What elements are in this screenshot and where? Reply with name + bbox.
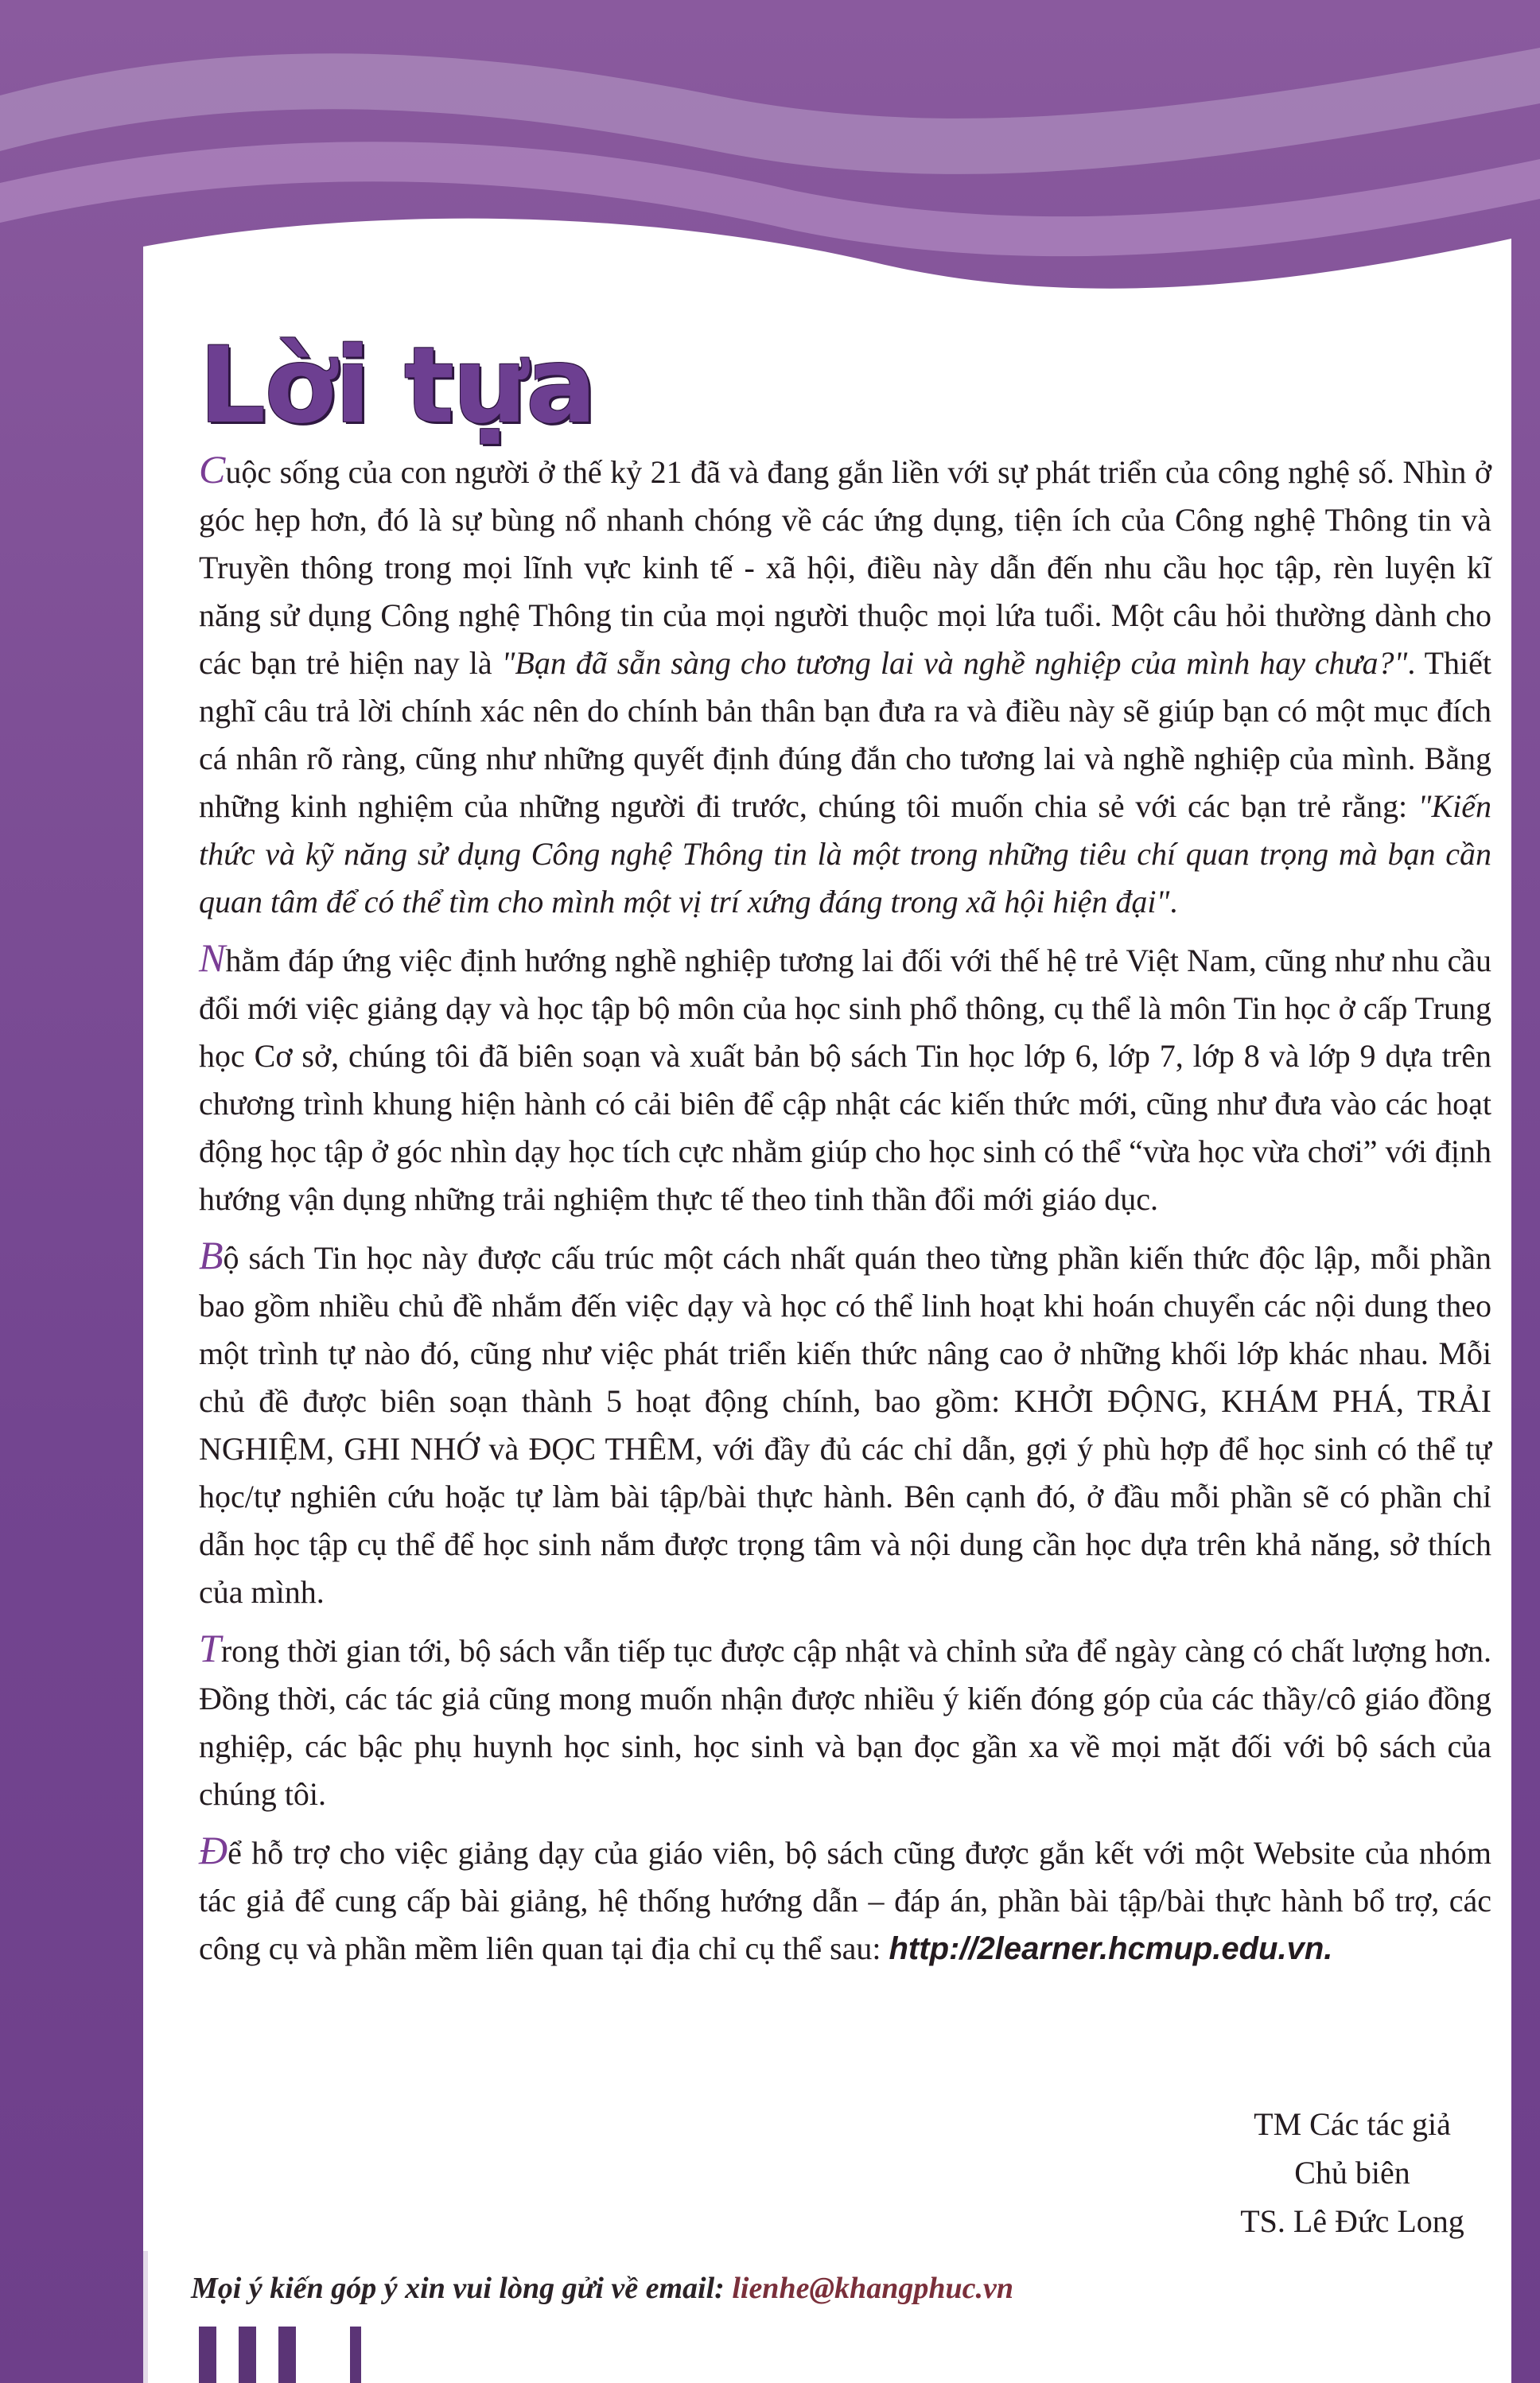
footer-text: Mọi ý kiến góp ý xin vui lòng gửi về email:: [191, 2272, 733, 2305]
paragraph-1: [199, 445, 1491, 926]
website-link[interactable]: http://2learner.hcmup.edu.vn.: [889, 1931, 1333, 1966]
page-title: Lời tựa: [199, 325, 596, 447]
footer-note: [191, 2271, 1145, 2306]
paragraph-3: [199, 1231, 1491, 1616]
paragraph-text: uộc sống của con người ở thế kỷ 21 đã và đang gắn liền với sự phát triển của công nghệ số. Nhìn ở góc hẹp hơn, đó là sự bùng nổ nhanh chóng về các ứng dụng, tiện ích của Công nghệ Thông tin và Truyền thông trong mọi lĩnh vực kinh tế - xã hội, điều này dẫn đến nhu cầu học tập, rèn luyện kĩ năng sử dụng Công nghệ Thông tin của mọi người thuộc mọi lứa tuổi. Một câu hỏi thường dành cho các bạn trẻ hiện nay là: [199, 454, 1491, 681]
footer-email[interactable]: lienhe@khangphuc.vn: [732, 2272, 1013, 2305]
dropcap: N: [199, 935, 226, 980]
preface-body: [199, 445, 1491, 1981]
paragraph-text: ộ sách Tin học này được cấu trúc một cách nhất quán theo từng phần kiến thức độc lập, mỗi phần bao gồm nhiều chủ đề nhắm đến việc dạy và học có thể linh hoạt khi hoán chuyển các nội dung theo một trình tự nào đó, cũng như việc phát triển kiến thức nâng cao ở những khối lớp khác nhau. Mỗi chủ đề được biên soạn thành 5 hoạt động chính, bao gồm: KHỞI ĐỘNG, KHÁM PHÁ, TRẢI NGHIỆM, GHI NHỚ và ĐỌC THÊM, với đầy đủ các chỉ dẫn, gợi ý phù hợp để học sinh có thể tự học/tự nghiên cứu hoặc tự làm bài tập/bài thực hành. Bên cạnh đó, ở đầu mỗi phần sẽ có phần chỉ dẫn học tập cụ thể để học sinh nắm được trọng tâm và nội dung cần học dựa trên khả năng, sở thích của mình.: [199, 1240, 1491, 1610]
paragraph-5: [199, 1826, 1491, 1973]
paragraph-text: .: [1169, 884, 1178, 919]
paragraph-text: . Thiết nghĩ câu trả lời chính xác nên do chính bản thân bạn đưa ra và điều này sẽ giúp bạn có một mục đích cá nhân rõ ràng, cũng như những quyết định đúng đắn cho tương lai và nghề nghiệp của mình. Bằng những kinh nghiệm của những người đi trước, chúng tôi muốn chia sẻ với các bạn trẻ rằng:: [199, 645, 1491, 824]
paragraph-text: rong thời gian tới, bộ sách vẫn tiếp tục được cập nhật và chỉnh sửa để ngày càng có chất lượng hơn. Đồng thời, các tác giả cũng mong muốn nhận được nhiều ý kiến đóng góp của các thầy/cô giáo đồng nghiệp, các bậc phụ huynh học sinh, học sinh và bạn đọc gần xa về mọi mặt đối với bộ sách của chúng tôi.: [199, 1633, 1491, 1812]
signature-block: [1193, 2100, 1511, 2245]
paragraph-text: hằm đáp ứng việc định hướng nghề nghiệp tương lai đối với thế hệ trẻ Việt Nam, cũng như nhu cầu đổi mới việc giảng dạy và học tập bộ môn của học sinh phổ thông, cụ thể là môn Tin học ở cấp Trung học Cơ sở, chúng tôi đã biên soạn và xuất bản bộ sách Tin học lớp 6, lớp 7, lớp 8 và lớp 9 dựa trên chương trình khung hiện hành có cải biên để cập nhật các kiến thức mới, cũng như đưa vào các hoạt động học tập ở góc nhìn dạy học tích cực nhằm giúp cho học sinh có thể “vừa học vừa chơi” với định hướng vận dụng những trải nghiệm thực tế theo tinh thần đổi mới giáo dục.: [199, 943, 1491, 1217]
paragraph-text: ể hỗ trợ cho việc giảng dạy của giáo viên, bộ sách cũng được gắn kết với một Website của nhóm tác giả để cung cấp bài giảng, hệ thống hướng dẫn – đáp án, phần bài tập/bài thực hành bổ trợ, các công cụ và phần mềm liên quan tại địa chỉ cụ thể sau:: [199, 1835, 1491, 1966]
signature-title: Chủ biên: [1294, 2155, 1410, 2191]
paragraph-4: [199, 1624, 1491, 1818]
dropcap: B: [199, 1233, 224, 1277]
dropcap: C: [199, 447, 226, 492]
quote-statement: "Kiến thức và kỹ năng sử dụng Công nghệ Thông tin là một trong những tiêu chí quan trọng mà bạn cần quan tâm để có thể tìm cho mình một vị trí xứng đáng trong xã hội hiện đại": [199, 788, 1491, 919]
dropcap: T: [199, 1626, 221, 1670]
quote-question: "Bạn đã sẵn sàng cho tương lai và nghề nghiệp của mình hay chưa?": [501, 645, 1408, 681]
signature-name: TS. Lê Đức Long: [1240, 2203, 1464, 2239]
signature-role: TM Các tác giả: [1254, 2106, 1451, 2142]
paragraph-2: [199, 934, 1491, 1223]
dropcap: Đ: [199, 1828, 228, 1872]
decorative-stripes: [199, 2327, 517, 2383]
